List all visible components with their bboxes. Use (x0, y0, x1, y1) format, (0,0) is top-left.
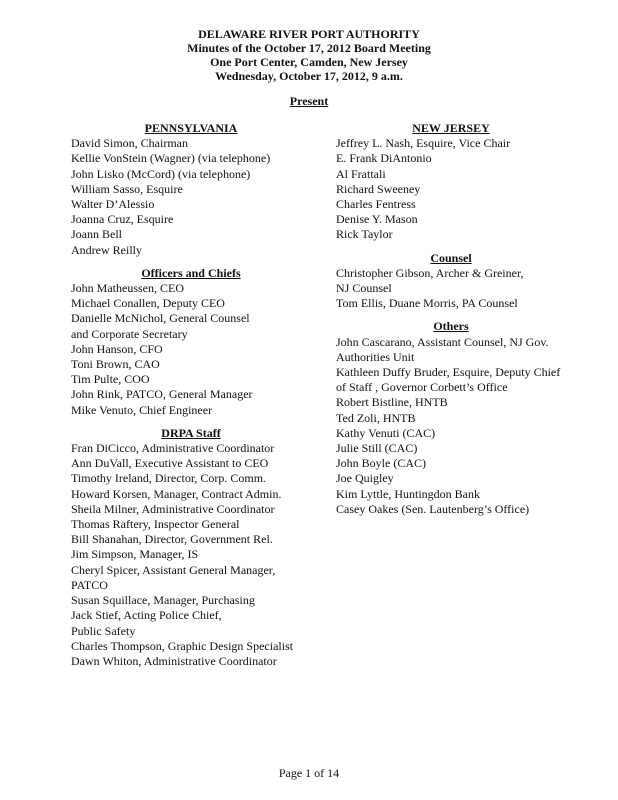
attendee-entry: Charles Fentress (336, 197, 416, 212)
attendee-section (71, 121, 311, 258)
meeting-datetime: Wednesday, October 17, 2012, 9 a.m. (215, 69, 403, 83)
attendee-entry: Cheryl Spicer, Assistant General Manager, (71, 562, 276, 577)
attendee-entry: Susan Squillace, Manager, Purchasing (71, 593, 255, 608)
section-title: Officers and Chiefs (141, 265, 241, 280)
meeting-title: Minutes of the October 17, 2012 Board Meeting (187, 41, 431, 55)
attendee-entry: E. Frank DiAntonio (336, 151, 432, 166)
attendee-entry: Authorities Unit (336, 349, 415, 364)
meeting-location: One Port Center, Camden, New Jersey (210, 55, 408, 69)
right-column (336, 121, 566, 525)
attendee-list (336, 335, 566, 517)
attendee-section (336, 251, 566, 312)
attendee-entry: Jeffrey L. Nash, Esquire, Vice Chair (336, 136, 511, 151)
attendee-entry: Bill Shanahan, Director, Government Rel. (71, 532, 273, 547)
attendee-entry: Michael Conallen, Deputy CEO (71, 296, 225, 311)
attendee-entry: Walter D’Alessio (71, 197, 155, 212)
attendee-entry: PATCO (71, 577, 108, 592)
attendee-section (71, 266, 311, 418)
attendee-entry: Kim Lyttle, Huntingdon Bank (336, 486, 480, 501)
attendee-entry: Mike Venuto, Chief Engineer (71, 402, 213, 417)
attendee-entry: David Simon, Chairman (71, 136, 188, 151)
attendee-entry: Thomas Raftery, Inspector General (71, 517, 240, 532)
attendee-entry: Danielle McNichol, General Counsel (71, 311, 250, 326)
attendee-entry: Ann DuVall, Executive Assistant to CEO (71, 456, 269, 471)
section-title: NEW JERSEY (412, 121, 490, 135)
attendee-entry: John Lisko (McCord) (via telephone) (71, 166, 251, 181)
present-heading: Present (289, 94, 329, 108)
attendee-entry: Jim Simpson, Manager, IS (71, 547, 199, 562)
attendee-entry: Robert Bistline, HNTB (336, 395, 448, 410)
attendee-entry: Sheila Milner, Administrative Coordinator (71, 501, 275, 516)
attendee-list (336, 266, 566, 312)
attendee-entry: NJ Counsel (336, 281, 392, 296)
attendee-entry: Al Frattali (336, 166, 386, 181)
attendee-list (71, 281, 311, 418)
attendee-section (71, 426, 311, 669)
attendee-entry: John Boyle (CAC) (336, 456, 426, 471)
attendee-entry: Tom Ellis, Duane Morris, PA Counsel (336, 296, 518, 311)
attendee-entry: Timothy Ireland, Director, Corp. Comm. (71, 471, 267, 486)
attendee-entry: John Matheussen, CEO (71, 281, 184, 296)
attendee-entry: Kathleen Duffy Bruder, Esquire, Deputy Chief (336, 365, 561, 380)
attendee-entry: Public Safety (71, 623, 136, 638)
attendee-entry: Christopher Gibson, Archer & Greiner, (336, 265, 524, 280)
section-title: Counsel (430, 250, 472, 265)
attendee-entry: Jack Stief, Acting Police Chief, (71, 608, 222, 623)
section-title: PENNSYLVANIA (144, 121, 238, 135)
attendee-entry: Richard Sweeney (336, 181, 421, 196)
attendee-entry: Joann Bell (71, 227, 122, 242)
attendee-entry: Joanna Cruz, Esquire (71, 212, 174, 227)
attendee-list (71, 136, 311, 258)
attendee-section (336, 319, 566, 517)
section-title: Others (433, 319, 469, 334)
attendee-entry: Julie Still (CAC) (336, 441, 418, 456)
attendee-entry: Andrew Reilly (71, 242, 142, 257)
attendee-list (336, 136, 566, 242)
attendee-entry: John Hanson, CFO (71, 341, 163, 356)
attendee-list (71, 441, 311, 669)
attendee-entry: Charles Thompson, Graphic Design Specialist (71, 638, 294, 653)
attendee-entry: John Cascarano, Assistant Counsel, NJ Gov. (336, 334, 549, 349)
attendee-entry: of Staff , Governor Corbett’s Office (336, 380, 508, 395)
attendee-entry: Dawn Whiton, Administrative Coordinator (71, 653, 277, 668)
attendee-entry: William Sasso, Esquire (71, 181, 183, 196)
attendee-entry: and Corporate Secretary (71, 326, 188, 341)
page-number: Page 1 of 14 (278, 766, 340, 780)
attendee-entry: Ted Zoli, HNTB (336, 410, 416, 425)
attendee-entry: Howard Korsen, Manager, Contract Admin. (71, 486, 282, 501)
attendee-entry: Tim Pulte, COO (71, 372, 150, 387)
attendee-entry: Casey Oakes (Sen. Lautenberg’s Office) (336, 501, 530, 516)
attendee-entry: Toni Brown, CAO (71, 357, 160, 372)
org-title: DELAWARE RIVER PORT AUTHORITY (198, 27, 420, 41)
document-header (0, 27, 618, 83)
attendee-entry: John Rink, PATCO, General Manager (71, 387, 253, 402)
attendee-entry: Rick Taylor (336, 227, 393, 242)
attendee-section (336, 121, 566, 243)
section-title: DRPA Staff (161, 425, 221, 440)
attendee-entry: Kathy Venuti (CAC) (336, 425, 436, 440)
attendee-entry: Fran DiCicco, Administrative Coordinator (71, 441, 275, 456)
attendee-entry: Kellie VonStein (Wagner) (via telephone) (71, 151, 271, 166)
attendee-entry: Joe Quigley (336, 471, 394, 486)
left-column (71, 121, 311, 677)
attendee-entry: Denise Y. Mason (336, 212, 418, 227)
